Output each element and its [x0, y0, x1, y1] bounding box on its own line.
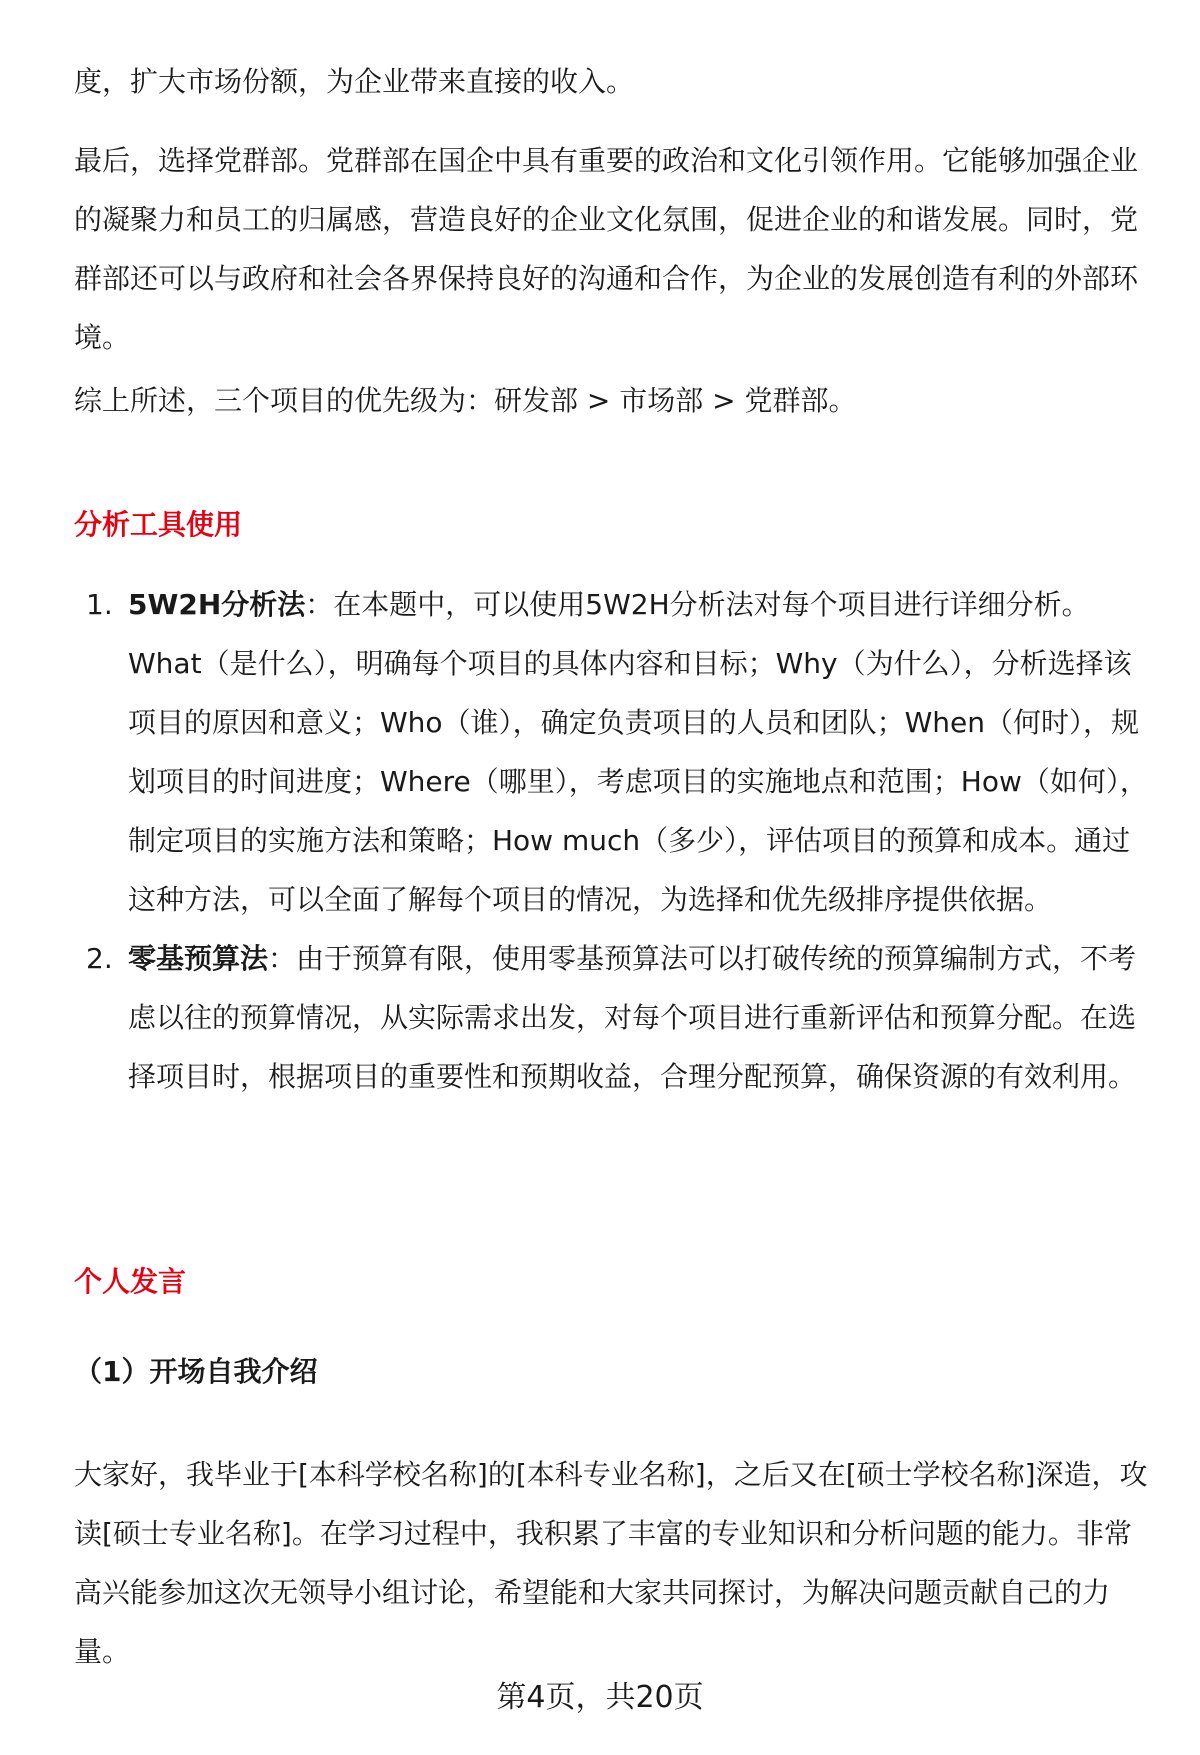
paragraph-market-end: 度，扩大市场份额，为企业带来直接的收入。: [74, 65, 635, 98]
list-item-title: 5W2H分析法: [128, 588, 306, 621]
list-item-text: ：在本题中，可以使用5W2H分析法对每个项目进行详细分析。What（是什么），明确每个项目的具体内容和目标；Why（为什么），分析选择该项目的原因和意义；Who（谁），确定负责项目的人员和团队；When（何时），规划项目的时间进度；Where（哪里），考虑项目的实施地点和范围；How（如何），制定项目的实施方法和策略；How much（多少），评估项目的预算和成本。通过这种方法，可以全面了解每个项目的情况，为选择和优先级排序提供依据。: [128, 588, 1148, 916]
list-item-title: 零基预算法: [128, 942, 269, 975]
subheading-self-intro: （1）开场自我介绍: [74, 1355, 318, 1388]
section-heading-speech: 个人发言: [74, 1265, 187, 1298]
list-item: [74, 575, 1154, 929]
list-item-number: 2.: [86, 942, 113, 975]
list-item-number: 1.: [86, 588, 113, 621]
section-heading-tools: 分析工具使用: [74, 508, 243, 541]
paragraph-party-dept: 最后，选择党群部。党群部在国企中具有重要的政治和文化引领作用。它能够加强企业的凝聚力和员工的归属感，营造良好的企业文化氛围，促进企业的和谐发展。同时，党群部还可以与政府和社会各界保持良好的沟通和合作，为企业的发展创造有利的外部环境。: [74, 144, 1139, 354]
list-item-text: ：由于预算有限，使用零基预算法可以打破传统的预算编制方式，不考虑以往的预算情况，从实际需求出发，对每个项目进行重新评估和预算分配。在选择项目时，根据项目的重要性和预期收益，合理分配预算，确保资源的有效利用。: [128, 942, 1137, 1093]
paragraph-self-intro: 大家好，我毕业于[本科学校名称]的[本科专业名称]，之后又在[硕士学校名称]深造，攻读[硕士专业名称]。在学习过程中，我积累了丰富的专业知识和分析问题的能力。非常高兴能参加这次无领导小组讨论，希望能和大家共同探讨，为解决问题贡献自己的力量。: [74, 1458, 1148, 1668]
page-number-footer: 第4页，共20页: [496, 1680, 704, 1715]
list-item: [74, 929, 1154, 1106]
tools-list: [74, 575, 1154, 1106]
paragraph-priority-summary: 综上所述，三个项目的优先级为：研发部 > 市场部 > 党群部。: [74, 384, 857, 417]
